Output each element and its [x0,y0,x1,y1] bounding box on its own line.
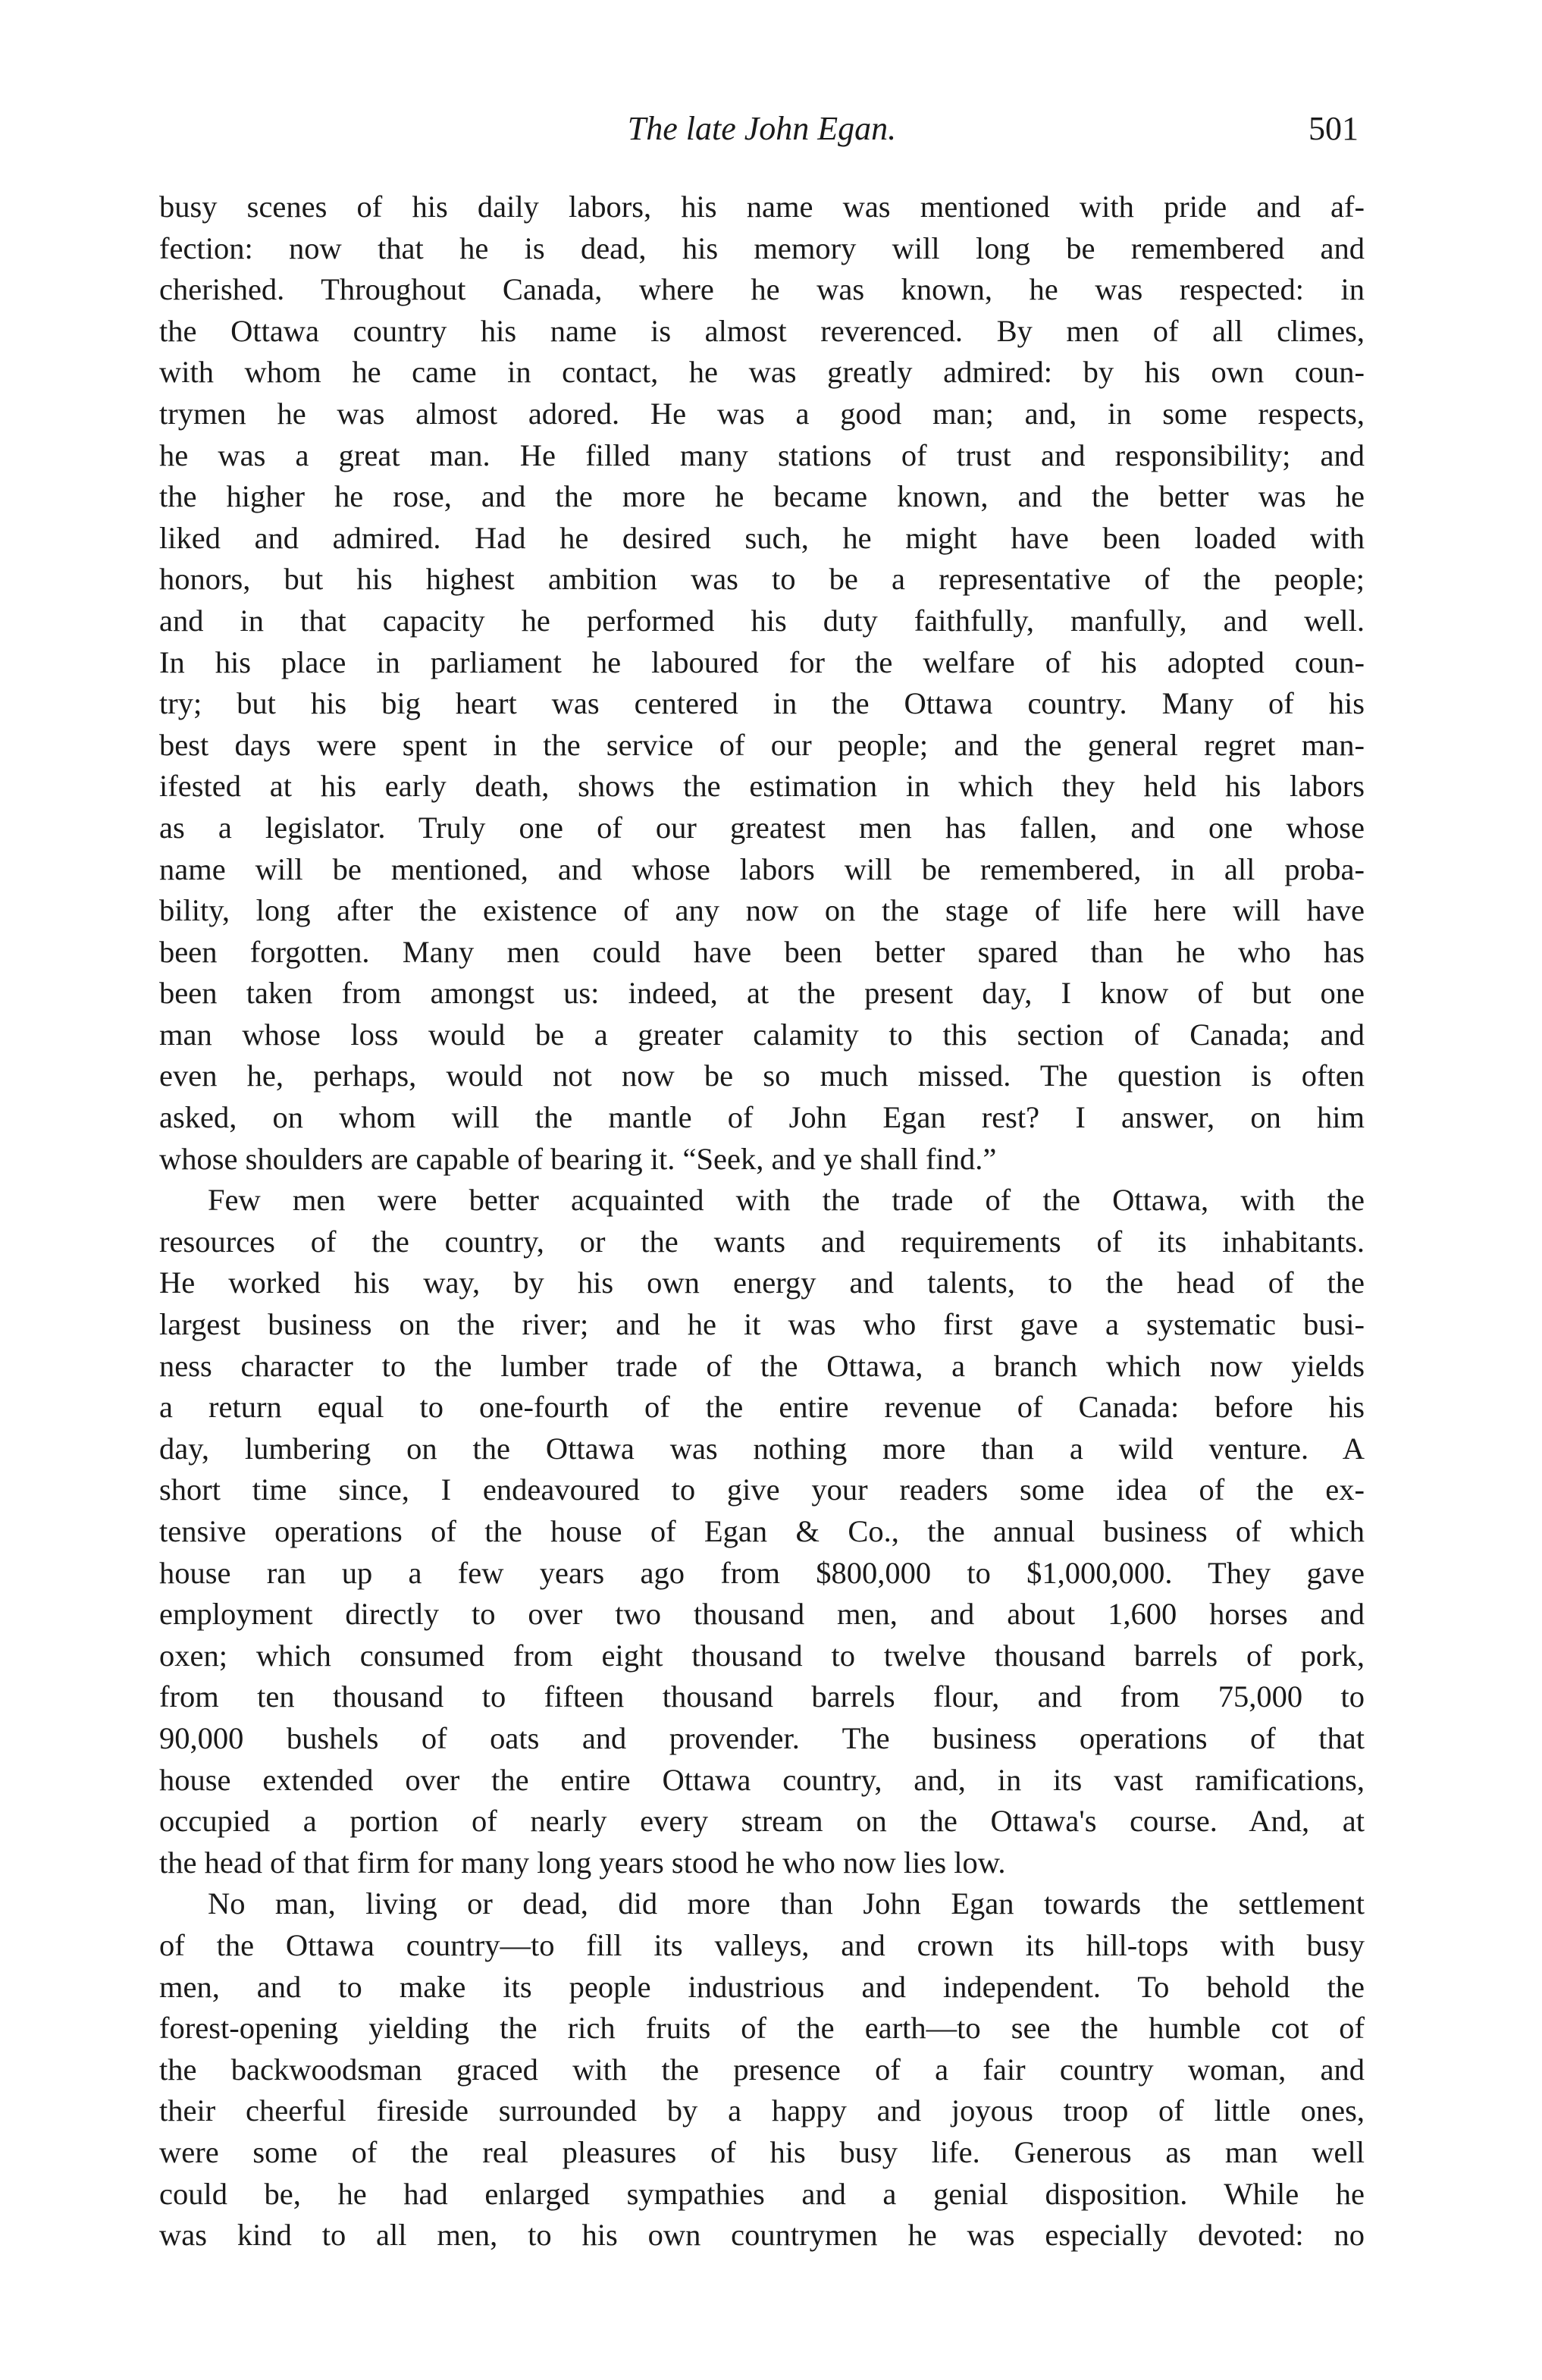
text-line: he was a great man. He filled many stations of trust and responsibility; and [159,437,1365,472]
text-line: He worked his way, by his own energy and talents, to the head of the [159,1265,1365,1300]
text-line: and in that capacity he performed his duty faithfully, manfully, and well. [159,603,1365,638]
text-line: day, lumbering on the Ottawa was nothing more than a wild venture. A [159,1431,1365,1466]
text-line: as a legislator. Truly one of our greatest men has fallen, and one whose [159,810,1365,845]
text-line: ness character to the lumber trade of the Ottawa, a branch which now yields [159,1348,1365,1383]
text-line: resources of the country, or the wants and requirements of its inhabitants. [159,1224,1365,1259]
text-line: name will be mentioned, and whose labors will be remembered, in all proba- [159,851,1365,886]
text-line: ifested at his early death, shows the estimation in which they held his labors [159,769,1365,804]
text-line: from ten thousand to fifteen thousand barrels flour, and from 75,000 to [159,1679,1365,1714]
text-line: occupied a portion of nearly every stream on the Ottawa's course. And, at [159,1804,1365,1839]
text-line: short time since, I endeavoured to give your readers some idea of the ex- [159,1472,1365,1507]
text-line: house ran up a few years ago from $800,000 to $1,000,000. They gave [159,1555,1365,1590]
body-text [159,187,1365,2256]
text-line: the head of that firm for many long years stood he who now lies low. [159,1845,1006,1880]
text-line: been forgotten. Many men could have been better spared than he who has [159,934,1365,969]
text-line: asked, on whom will the mantle of John Egan rest? I answer, on him [159,1100,1365,1135]
text-line: with whom he came in contact, he was greatly admired: by his own coun- [159,355,1365,390]
text-line: trymen he was almost adored. He was a good man; and, in some respects, [159,396,1365,431]
text-line: could be, he had enlarged sympathies and a genial disposition. While he [159,2176,1365,2211]
text-line: 90,000 bushels of oats and provender. The business operations of that [159,1720,1365,1755]
text-line: the higher he rose, and the more he became known, and the better was he [159,479,1365,514]
text-line: liked and admired. Had he desired such, he might have been loaded with [159,520,1365,555]
text-line: been taken from amongst us: indeed, at the present day, I know of but one [159,976,1365,1011]
text-line: tensive operations of the house of Egan & Co., the annual business of which [159,1514,1365,1548]
text-line: honors, but his highest ambition was to be a representative of the people; [159,562,1365,597]
text-line: was kind to all men, to his own countrymen he was especially devoted: no [159,2218,1365,2253]
text-line: try; but his big heart was centered in the Ottawa country. Many of his [159,686,1365,721]
text-line: bility, long after the existence of any now on the stage of life here will have [159,893,1365,928]
text-line: men, and to make its people industrious and independent. To behold the [159,1969,1365,2004]
text-line: were some of the real pleasures of his busy life. Generous as man well [159,2134,1365,2169]
text-line: Few men were better acquainted with the trade of the Ottawa, with the [208,1183,1365,1218]
text-line: even he, perhaps, would not now be so much missed. The question is often [159,1058,1365,1093]
text-line: whose shoulders are capable of bearing it. “Seek, and ye shall find.” [159,1141,997,1176]
text-line: largest business on the river; and he it was who first gave a systematic busi- [159,1307,1365,1342]
text-line: oxen; which consumed from eight thousand to twelve thousand barrels of pork, [159,1638,1365,1673]
text-line: cherished. Throughout Canada, where he was known, he was respected: in [159,272,1365,307]
text-line: their cheerful fireside surrounded by a happy and joyous troop of little ones, [159,2093,1365,2128]
text-line: In his place in parliament he laboured for the welfare of his adopted coun- [159,644,1365,679]
page-header [159,106,1365,167]
text-line: forest-opening yielding the rich fruits of the earth—to see the humble cot of [159,2011,1365,2046]
text-line: a return equal to one-fourth of the entire revenue of Canada: before his [159,1390,1365,1425]
text-line: man whose loss would be a greater calamity to this section of Canada; and [159,1017,1365,1052]
text-line: house extended over the entire Ottawa country, and, in its vast ramifications, [159,1762,1365,1797]
text-line: best days were spent in the service of our people; and the general regret man- [159,727,1365,762]
text-line: of the Ottawa country—to fill its valleys, and crown its hill-tops with busy [159,1927,1365,1962]
text-line: the backwoodsman graced with the presence of a fair country woman, and [159,2052,1365,2087]
text-line: No man, living or dead, did more than John Egan towards the settlement [208,1886,1365,1921]
page-number: 501 [1309,110,1359,147]
running-title: The late John Egan. [627,110,897,147]
text-line: employment directly to over two thousand men, and about 1,600 horses and [159,1597,1365,1632]
text-line: fection: now that he is dead, his memory will long be remembered and [159,230,1365,265]
text-line: the Ottawa country his name is almost reverenced. By men of all climes, [159,313,1365,348]
text-line: busy scenes of his daily labors, his name was mentioned with pride and af- [159,190,1365,224]
